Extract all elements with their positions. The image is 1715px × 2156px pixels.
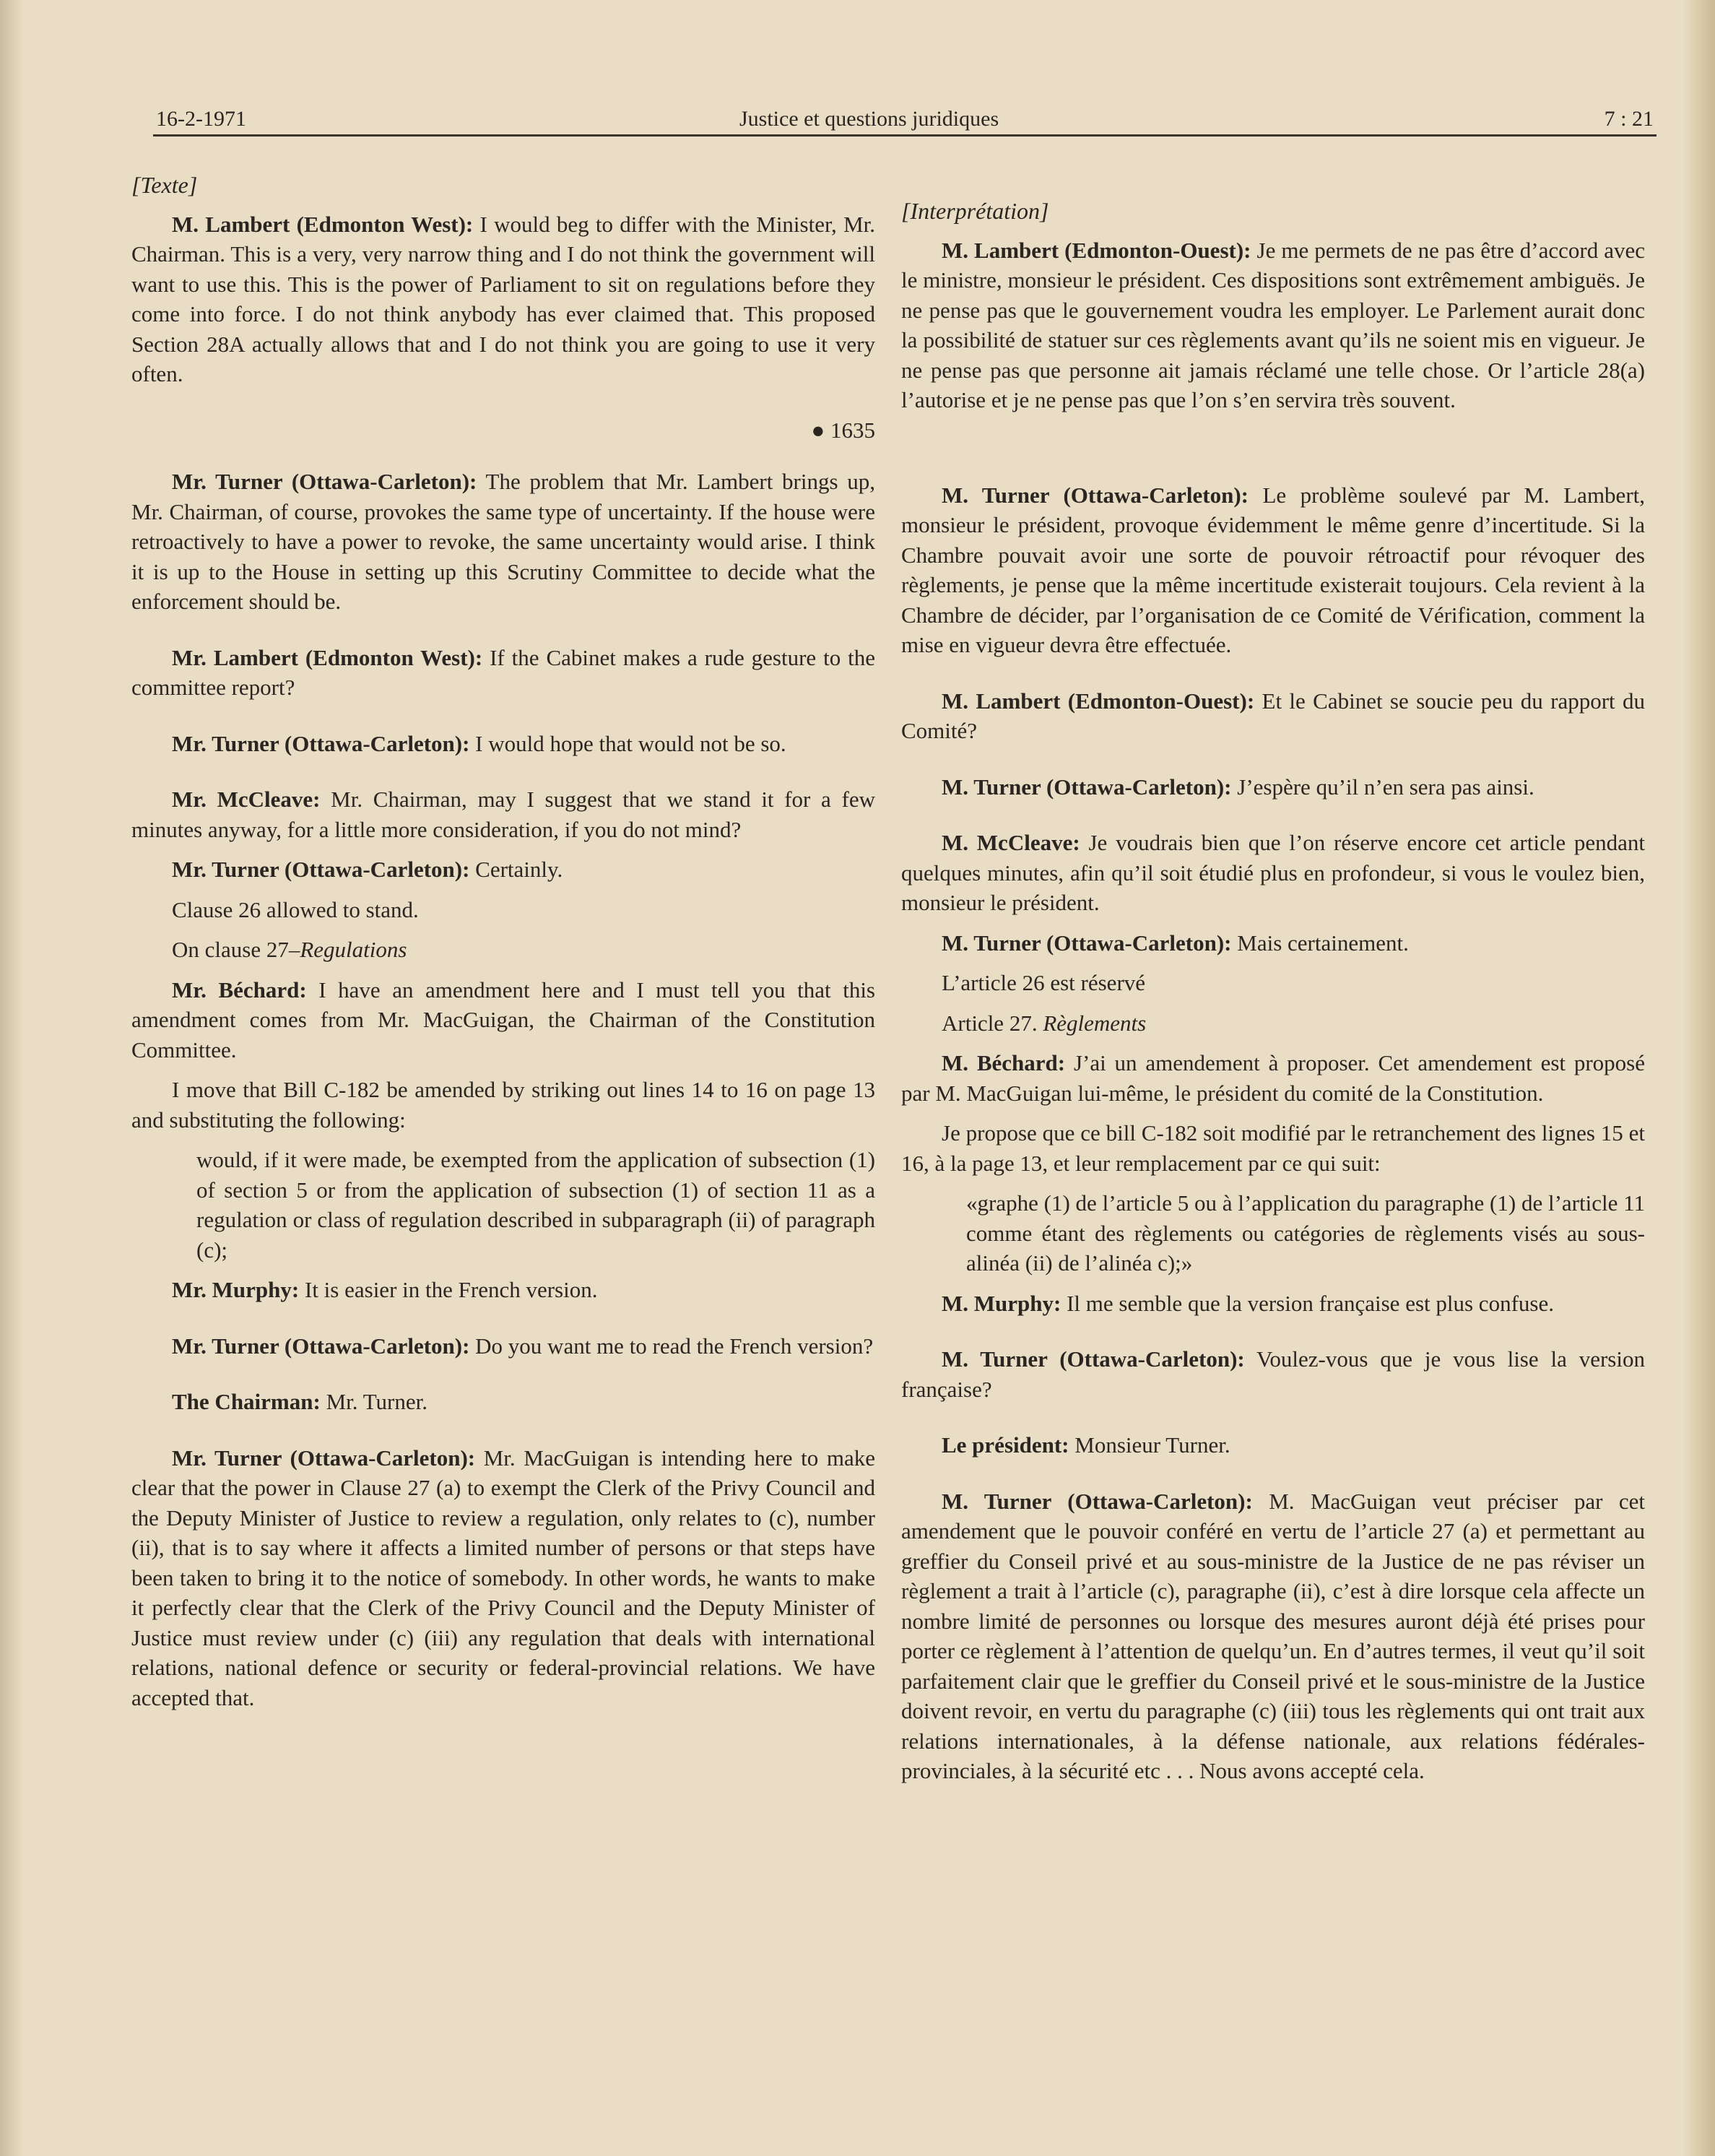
speech-text: Je me permets de ne pas être d’accord avec le ministre, monsieur le président. Ces dispositions sont extrêmement ambiguës. Je ne pense pas que le gouvernement voudra les employer. Le Parlement aurait donc la possibilité de statuer sur ces règlements avant qu’ils ne soient mis en vigueur. Je ne pense pas que personne ait jamais réclamé une telle chose. Or l’article 28(a) l’autorise et je ne pense pas que l’on s’en servira très souvent. xyxy=(901,237,1646,412)
speech-paragraph xyxy=(901,1486,1645,1786)
speech-text: Do you want me to read the French version? xyxy=(469,1333,874,1359)
speech-paragraph xyxy=(901,1344,1645,1404)
motion-text: Je propose que ce bill C-182 soit modifié par le retranchement des lignes 15 et 16, à la page 13, et leur remplacement par ce qui suit: xyxy=(901,1120,1645,1176)
speech-paragraph xyxy=(131,1331,875,1361)
french-column xyxy=(901,170,1645,1812)
speaker-name: Mr. Turner (Ottawa-Carleton): xyxy=(172,1445,476,1471)
speech-paragraph xyxy=(901,828,1645,918)
speech-paragraph xyxy=(131,1275,875,1305)
speaker-name: Mr. Murphy: xyxy=(172,1277,300,1302)
speech-paragraph xyxy=(131,975,875,1065)
page-header xyxy=(153,92,1657,137)
speech-text: If the Cabinet makes a rude gesture to the committee report? xyxy=(131,644,875,700)
speech-paragraph xyxy=(901,235,1645,415)
speaker-name: M. Turner (Ottawa-Carleton): xyxy=(942,930,1232,956)
speech-paragraph xyxy=(131,784,875,844)
speaker-name: M. Lambert (Edmonton-Ouest): xyxy=(942,688,1255,714)
speaker-name: M. Turner (Ottawa-Carleton): xyxy=(942,1488,1253,1514)
speaker-name: Mr. Turner (Ottawa-Carleton): xyxy=(172,857,470,882)
page-edge xyxy=(1680,0,1715,2156)
speech-text: Mr. Turner. xyxy=(320,1389,427,1414)
amendment-quote: «graphe (1) de l’article 5 ou à l’application du paragraphe (1) de l’article 11 comme étant des règlements ou catégories de règlements visés au sous-alinéa (ii) de l’alinéa c);» xyxy=(966,1190,1645,1276)
speech-text: Mr. Chairman, may I suggest that we stand it for a few minutes anyway, for a little more consideration, if you do not mind? xyxy=(131,787,875,842)
english-column xyxy=(131,170,875,1739)
speaker-name: M. Murphy: xyxy=(942,1290,1061,1316)
timestamp: ● 1635 xyxy=(811,417,875,443)
speech-paragraph xyxy=(131,643,875,703)
speech-paragraph xyxy=(901,1430,1645,1460)
speech-paragraph xyxy=(901,686,1645,746)
speech-text: Certainly. xyxy=(469,857,563,882)
page-binding-shadow xyxy=(0,0,23,2156)
speaker-name: M. Béchard: xyxy=(942,1050,1066,1075)
speech-paragraph xyxy=(131,1443,875,1713)
speech-paragraph xyxy=(131,467,875,617)
speech-paragraph xyxy=(131,209,875,389)
speech-paragraph xyxy=(901,928,1645,958)
motion-text: I move that Bill C-182 be amended by striking out lines 14 to 16 on page 13 and substituting the following: xyxy=(131,1077,875,1133)
procedural-note: L’article 26 est réservé xyxy=(942,970,1146,995)
speech-paragraph xyxy=(901,480,1645,660)
speech-paragraph xyxy=(131,854,875,885)
amendment-quote: would, if it were made, be exempted from the application of subsection (1) of section 5 or from the application of subsection (1) of section 11 as a regulation or class of regulation described in subparagraph (ii) of paragraph (c); xyxy=(196,1147,875,1263)
speaker-name: Mr. Turner (Ottawa-Carleton): xyxy=(172,730,470,756)
speech-text: Et le Cabinet se soucie peu du rapport du Comité? xyxy=(901,688,1646,743)
speaker-name: Mr. Turner (Ottawa-Carleton): xyxy=(172,469,477,494)
speech-paragraph xyxy=(901,772,1645,802)
speaker-name: M. Turner (Ottawa-Carleton): xyxy=(942,482,1249,508)
procedural-note: Clause 26 allowed to stand. xyxy=(172,896,419,922)
speaker-name: M. McCleave: xyxy=(942,830,1080,855)
speaker-name: The Chairman: xyxy=(172,1389,321,1414)
speech-text: M. MacGuigan veut préciser par cet amendement que le pouvoir conféré en vertu de l’article 27 (a) et permettant au greffier du Conseil privé et au sous-ministre de la Justice de ne pas réviser un règlement a trait à l’article (c), paragraphe (ii), c’est à dire lorsque cela affecte un nombre limité de personnes ou lorsque des mesures auront déjà été prises pour porter ce règlement à l’attention de quelqu’un. En d’autres termes, il veut qu’il soit parfaitement clair que le greffier du Conseil privé et le sous-ministre de la Justice doivent revoir, en vertu du paragraphe (c) (iii) tous les règlements qui ont trait aux relations internationales, à la défense nationale, aux relations fédérales-provinciales, à la sécurité etc . . . Nous avons accepté cela. xyxy=(901,1488,1645,1783)
speech-text: I have an amendment here and I must tell you that this amendment comes from Mr. MacGuigan, the Chairman of the Constitution Committee. xyxy=(131,977,875,1062)
speech-paragraph xyxy=(131,729,875,759)
speech-paragraph xyxy=(131,1387,875,1417)
speaker-name: Le président: xyxy=(942,1432,1069,1458)
speaker-name: M. Lambert (Edmonton-Ouest): xyxy=(942,237,1251,263)
speaker-name: Mr. Turner (Ottawa-Carleton): xyxy=(172,1333,470,1359)
clause-title: Règlements xyxy=(1043,1010,1147,1036)
clause-title: Regulations xyxy=(300,937,407,962)
speech-paragraph xyxy=(901,1289,1645,1319)
speech-text: Monsieur Turner. xyxy=(1069,1432,1230,1458)
speech-text: Mr. MacGuigan is intending here to make clear that the power in Clause 27 (a) to exempt the Clerk of the Privy Council and the Deputy Minister of Justice to review a regulation, only relates to (c), number (ii), that is to say where it affects a limited number of persons or that steps have been taken to bring it to the notice of somebody. In other words, he wants to make it perfectly clear that the Clerk of the Privy Council and the Deputy Minister of Justice must review under (c) (iii) any regulation that deals with international relations, national defence or security or federal-provincial relations. We have accepted that. xyxy=(131,1445,875,1710)
header-page-number: 7 : 21 xyxy=(1604,107,1654,131)
speech-text: I would hope that would not be so. xyxy=(469,730,786,756)
speech-text: Il me semble que la version française est plus confuse. xyxy=(1061,1290,1554,1316)
speaker-name: Mr. Béchard: xyxy=(172,977,307,1003)
speech-paragraph xyxy=(901,1048,1645,1108)
speech-text: Le problème soulevé par M. Lambert, monsieur le président, provoque évidemment le même genre d’incertitude. Si la Chambre pouvait avoir une sorte de pouvoir rétroactif pour révoquer des règlements, je pense que la même incertitude existerait toujours. Cela revient à la Chambre de décider, par l’organisation de ce Comité de Vérification, comment la mise en vigueur devra être effectuée. xyxy=(901,482,1645,657)
header-date: 16-2-1971 xyxy=(156,107,246,131)
clause-number: Article 27. xyxy=(942,1010,1043,1036)
speech-text: I would beg to differ with the Minister, Mr. Chairman. This is a very, very narrow thing and I do not think the government will want to use this. This is the power of Parliament to sit on regulations before they come into force. I do not think anybody has ever claimed that. This proposed Section 28A actually allows that and I do not think you are going to use it very often. xyxy=(131,211,875,386)
speech-text: Je voudrais bien que l’on réserve encore cet article pendant quelques minutes, afin qu’il soit étudié plus en profondeur, si vous le voulez bien, monsieur le président. xyxy=(901,830,1645,915)
speaker-name: M. Lambert (Edmonton West): xyxy=(172,211,474,237)
clause-number: On clause 27– xyxy=(172,937,300,962)
section-label: [Interprétation] xyxy=(901,198,1049,224)
section-label: [Texte] xyxy=(131,172,198,198)
speaker-name: Mr. McCleave: xyxy=(172,787,321,812)
clause-heading xyxy=(131,935,875,965)
speaker-name: Mr. Lambert (Edmonton West): xyxy=(172,644,483,670)
speech-text: The problem that Mr. Lambert brings up, Mr. Chairman, of course, provokes the same type of uncertainty. If the house were retroactively to have a power to revoke, the same uncertainty would arise. I think it is up to the House in setting up this Scrutiny Committee to decide what the enforcement should be. xyxy=(131,469,875,614)
speaker-name: M. Turner (Ottawa-Carleton): xyxy=(942,1346,1245,1372)
speech-text: Voulez-vous que je vous lise la version française? xyxy=(901,1346,1645,1402)
speaker-name: M. Turner (Ottawa-Carleton): xyxy=(942,774,1232,800)
speech-text: Mais certainement. xyxy=(1231,930,1409,956)
speech-text: It is easier in the French version. xyxy=(299,1277,598,1302)
clause-heading xyxy=(901,1008,1645,1039)
speech-text: J’espère qu’il n’en sera pas ainsi. xyxy=(1231,774,1534,800)
speech-text: J’ai un amendement à proposer. Cet amendement est proposé par M. MacGuigan lui-même, le président du comité de la Constitution. xyxy=(901,1050,1645,1106)
header-title: Justice et questions juridiques xyxy=(739,107,999,131)
